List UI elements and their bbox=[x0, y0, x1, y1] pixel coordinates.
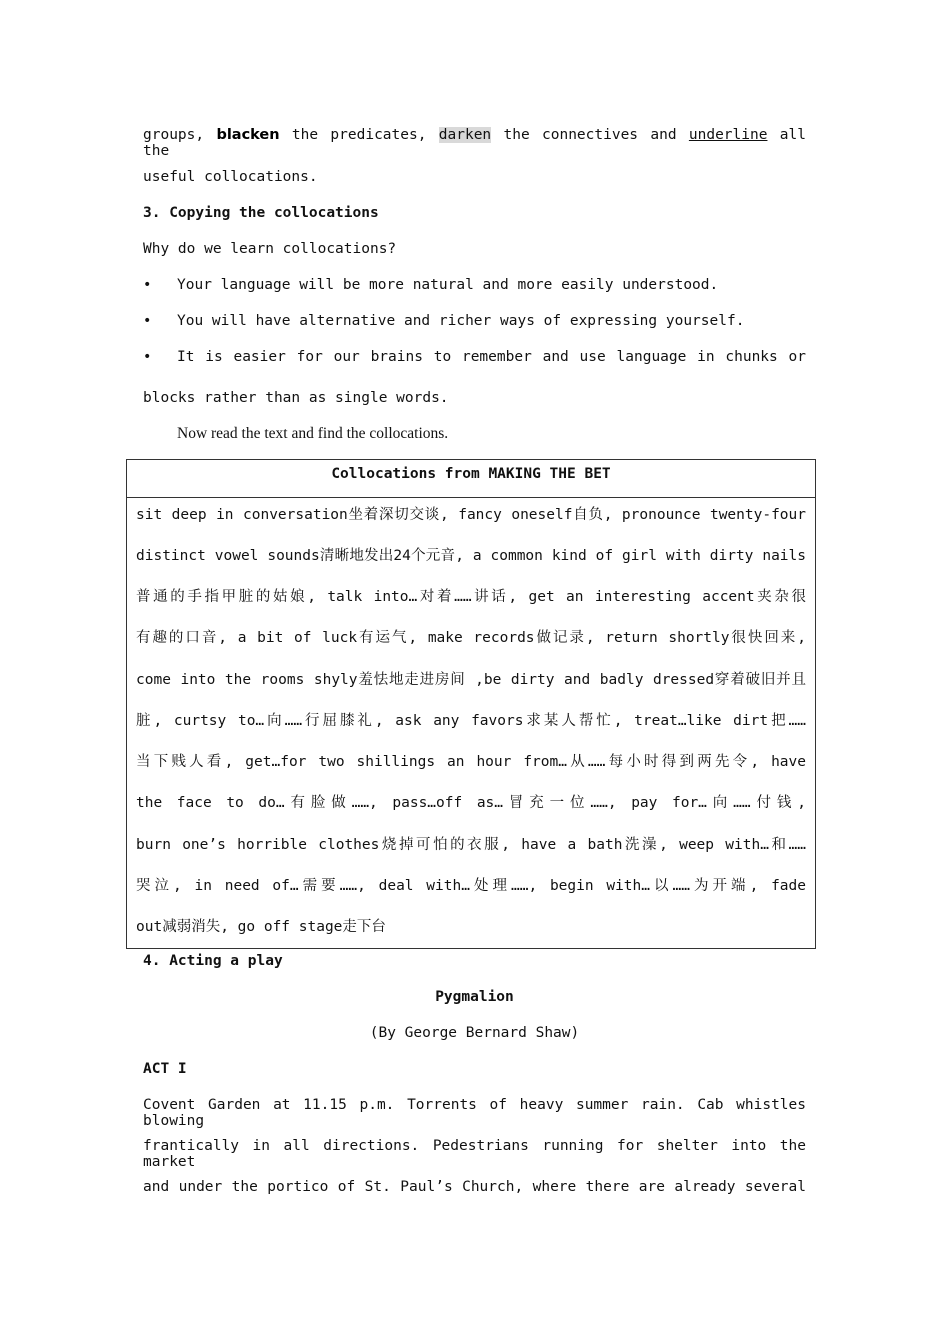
play-text-line: Covent Garden at 11.15 p.m. Torrents of heavy summer rain. Cab whistles blowing bbox=[143, 1097, 806, 1129]
bullet-item: Your language will be more natural and more easily understood. bbox=[177, 277, 719, 293]
play-author: (By George Bernard Shaw) bbox=[369, 1025, 580, 1041]
darken-word: darken bbox=[438, 127, 492, 143]
table-line: 脏, curtsy to…向……行屈膝礼, ask any favors求某人帮忙, treat…like dirt把…… bbox=[136, 713, 806, 729]
table-line: 当下贱人看, get…for two shillings an hour from…从……每小时得到两先令, have bbox=[136, 754, 806, 770]
table-line: 哭泣, in need of…需要……, deal with…处理……, begin with…以……为开端, fade bbox=[136, 878, 806, 894]
underline-word: underline bbox=[688, 127, 768, 143]
instruction-text: Now read the text and find the collocations. bbox=[177, 425, 449, 442]
play-text-line: and under the portico of St. Paul’s Church, where there are already several bbox=[143, 1179, 806, 1195]
play-text-line: frantically in all directions. Pedestrians running for shelter into the market bbox=[143, 1138, 806, 1170]
section-3-question: Why do we learn collocations? bbox=[143, 241, 397, 257]
table-line: burn one’s horrible clothes烧掉可怕的衣服, have a bath洗澡, weep with…和…… bbox=[136, 837, 806, 853]
bullet-icon: • bbox=[143, 313, 152, 329]
bullet-icon: • bbox=[143, 349, 152, 365]
intro-text: groups, bbox=[143, 127, 205, 143]
table-line: come into the rooms shyly羞怯地走进房间 ,be dirty and badly dressed穿着破旧并且 bbox=[136, 672, 806, 688]
intro-text: the connectives and bbox=[503, 127, 677, 143]
blacken-word: blacken bbox=[216, 127, 280, 143]
collocations-table bbox=[126, 459, 816, 949]
bullet-item: You will have alternative and richer ways of expressing yourself. bbox=[177, 313, 745, 329]
section-3-heading: 3. Copying the collocations bbox=[143, 205, 379, 221]
intro-line-2: useful collocations. bbox=[143, 169, 318, 185]
play-title: Pygmalion bbox=[435, 989, 514, 1005]
intro-line-1 bbox=[143, 127, 806, 159]
bullet-icon: • bbox=[143, 277, 152, 293]
bullet-item-continued: blocks rather than as single words. bbox=[143, 390, 449, 406]
intro-text: the predicates, bbox=[291, 127, 427, 143]
table-line: 有趣的口音, a bit of luck有运气, make records做记录, return shortly很快回来, bbox=[136, 630, 806, 646]
bullet-item: It is easier for our brains to remember and use language in chunks or bbox=[177, 349, 806, 365]
table-line: out减弱消失, go off stage走下台 bbox=[136, 919, 386, 935]
table-line: distinct vowel sounds清晰地发出24个元音, a common kind of girl with dirty nails bbox=[136, 548, 806, 564]
table-title: Collocations from MAKING THE BET bbox=[127, 460, 815, 498]
intro-text: all the bbox=[143, 127, 806, 159]
section-4-heading: 4. Acting a play bbox=[143, 953, 283, 969]
act-heading: ACT I bbox=[143, 1061, 187, 1077]
table-line: sit deep in conversation坐着深切交谈, fancy oneself自负, pronounce twenty-four bbox=[136, 507, 806, 523]
table-line: the face to do…有脸做……, pass…off as…冒充一位……, pay for…向……付钱, bbox=[136, 795, 806, 811]
table-line: 普通的手指甲脏的姑娘, talk into…对着……讲话, get an interesting accent夹杂很 bbox=[136, 589, 806, 605]
